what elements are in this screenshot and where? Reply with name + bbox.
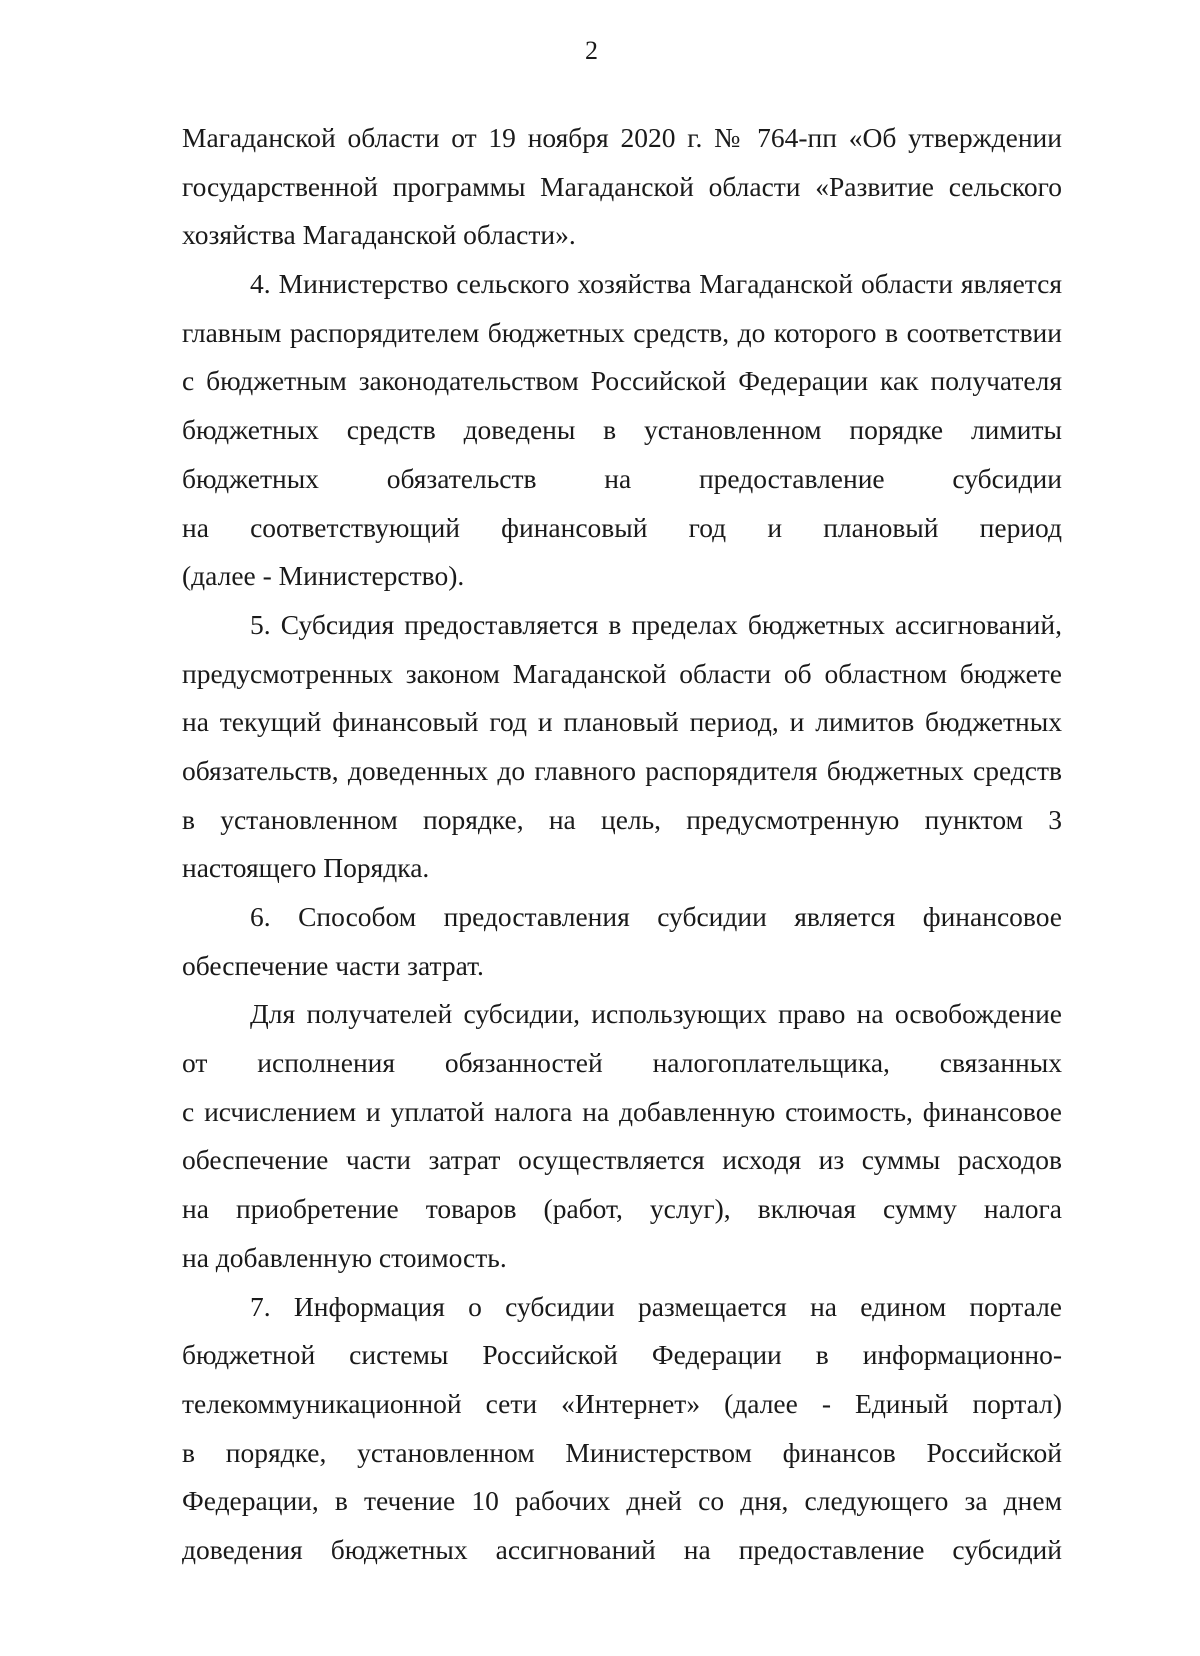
paragraph-6-continuation-start: Для получателей субсидии, использующих право на освобождение [250, 998, 1062, 1030]
paragraph-5-start: 5. Субсидия предоставляется в пределах бюджетных ассигнований, [250, 608, 1062, 640]
text-line: телекоммуникационной сети «Интернет» (далее - Единый портал) [182, 1387, 1062, 1419]
text-line: Федерации, в течение 10 рабочих дней со дня, следующего за днем [182, 1485, 1062, 1517]
text-line: от исполнения обязанностей налогоплательщика, связанных [182, 1047, 1062, 1079]
text-line: главным распорядителем бюджетных средств, до которого в соответствии [182, 316, 1062, 348]
text-line: обязательств, доведенных до главного распорядителя бюджетных средств [182, 754, 1062, 786]
text-line: доведения бюджетных ассигнований на предоставление субсидий [182, 1533, 1062, 1565]
text-line: на добавленную стоимость. [182, 1241, 507, 1273]
text-line: бюджетных средств доведены в установленном порядке лимиты [182, 414, 1062, 446]
text-line: с исчислением и уплатой налога на добавленную стоимость, финансовое [182, 1095, 1062, 1127]
text-line: в порядке, установленном Министерством финансов Российской [182, 1436, 1062, 1468]
text-line: с бюджетным законодательством Российской Федерации как получателя [182, 365, 1062, 397]
paragraph-4-start: 4. Министерство сельского хозяйства Магаданской области является [250, 268, 1062, 300]
text-line: обеспечение части затрат. [182, 949, 484, 981]
document-body [182, 114, 1062, 1575]
text-line: хозяйства Магаданской области». [182, 219, 576, 251]
text-line: обеспечение части затрат осуществляется исходя из суммы расходов [182, 1144, 1062, 1176]
text-line: в установленном порядке, на цель, предусмотренную пунктом 3 [182, 803, 1062, 835]
page-number: 2 [585, 36, 598, 65]
paragraph-6-start: 6. Способом предоставления субсидии является финансовое [250, 901, 1062, 932]
text-line: на соответствующий финансовый год и плановый период [182, 511, 1062, 543]
text-line: на приобретение товаров (работ, услуг), включая сумму налога [182, 1193, 1062, 1225]
text-line: настоящего Порядка. [182, 852, 430, 884]
text-line: государственной программы Магаданской области «Развитие сельского [182, 170, 1062, 202]
text-line: Магаданской области от 19 ноября 2020 г. № 764-пп «Об утверждении [182, 122, 1062, 153]
text-line: предусмотренных законом Магаданской области об областном бюджете [182, 657, 1062, 689]
text-line: на текущий финансовый год и плановый период, и лимитов бюджетных [182, 706, 1062, 738]
paragraph-7-start: 7. Информация о субсидии размещается на едином портале [250, 1290, 1062, 1322]
text-line: бюджетных обязательств на предоставление субсидии [182, 462, 1062, 494]
text-line: (далее - Министерство). [182, 560, 465, 592]
text-line: бюджетной системы Российской Федерации в информационно- [182, 1339, 1062, 1371]
